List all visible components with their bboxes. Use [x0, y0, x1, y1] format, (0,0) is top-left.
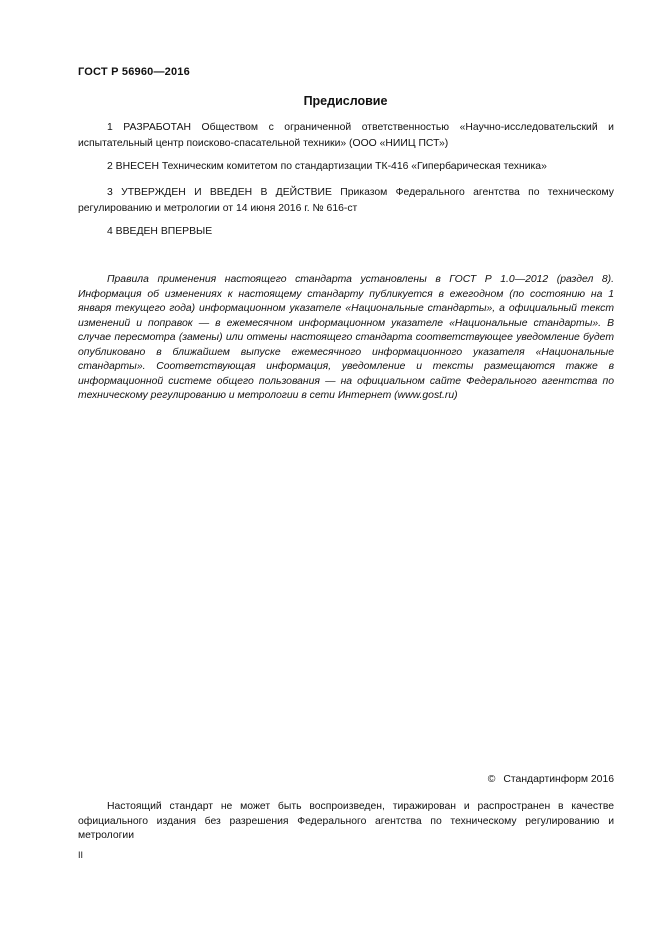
- copyright-symbol: ©: [487, 774, 496, 785]
- foreword-item-introduced: 2 ВНЕСЕН Техническим комитетом по стандартизации ТК-416 «Гипербарическая техника»: [107, 161, 547, 172]
- foreword-item-first-introduced: 4 ВВЕДЕН ВПЕРВЫЕ: [107, 226, 213, 237]
- copyright-line: [488, 774, 614, 785]
- page-number: II: [78, 850, 84, 860]
- reproduction-notice: Настоящий стандарт не может быть воспроизведен, тиражирован и распространен в качестве официального издания без разрешения Федерального агентства по техническому регулированию и метрологии: [78, 801, 614, 841]
- standard-code: ГОСТ Р 56960—2016: [78, 66, 190, 78]
- foreword-item-approved: 3 УТВЕРЖДЕН И ВВЕДЕН В ДЕЙСТВИЕ Приказом Федерального агентства по техническому регулированию и метрологии от 14 июня 2016 г. № 616-ст: [78, 187, 614, 214]
- foreword-item-developed: 1 РАЗРАБОТАН Обществом с ограниченной ответственностью «Научно-исследовательский и испытательный центр поисково-спасательной техники» (ООО «НИИЦ ПСТ»): [78, 122, 614, 149]
- copyright-text: Стандартинформ 2016: [503, 774, 614, 785]
- page-title: Предисловие: [303, 94, 388, 108]
- application-rules-note: Правила применения настоящего стандарта установлены в ГОСТ Р 1.0—2012 (раздел 8). Информация об изменениях к настоящему стандарту публикуется в ежегодном (по состоянию на 1 января текущего года) информационном указателе «Национальные стандарты», а официальный текст изменений и поправок — в ежемесячном информационном указателе «Национальные стандарты». В случае пересмотра (замены) или отмены настоящего стандарта соответствующее уведомление будет опубликовано в ближайшем выпуске ежемесячного информационного указателя «Национальные стандарты». Соответствующая информация, уведомление и тексты размещаются также в информационной системе общего пользования — на официальном сайте Федерального агентства по техническому регулированию и метрологии в сети Интернет (www.gost.ru): [78, 274, 614, 401]
